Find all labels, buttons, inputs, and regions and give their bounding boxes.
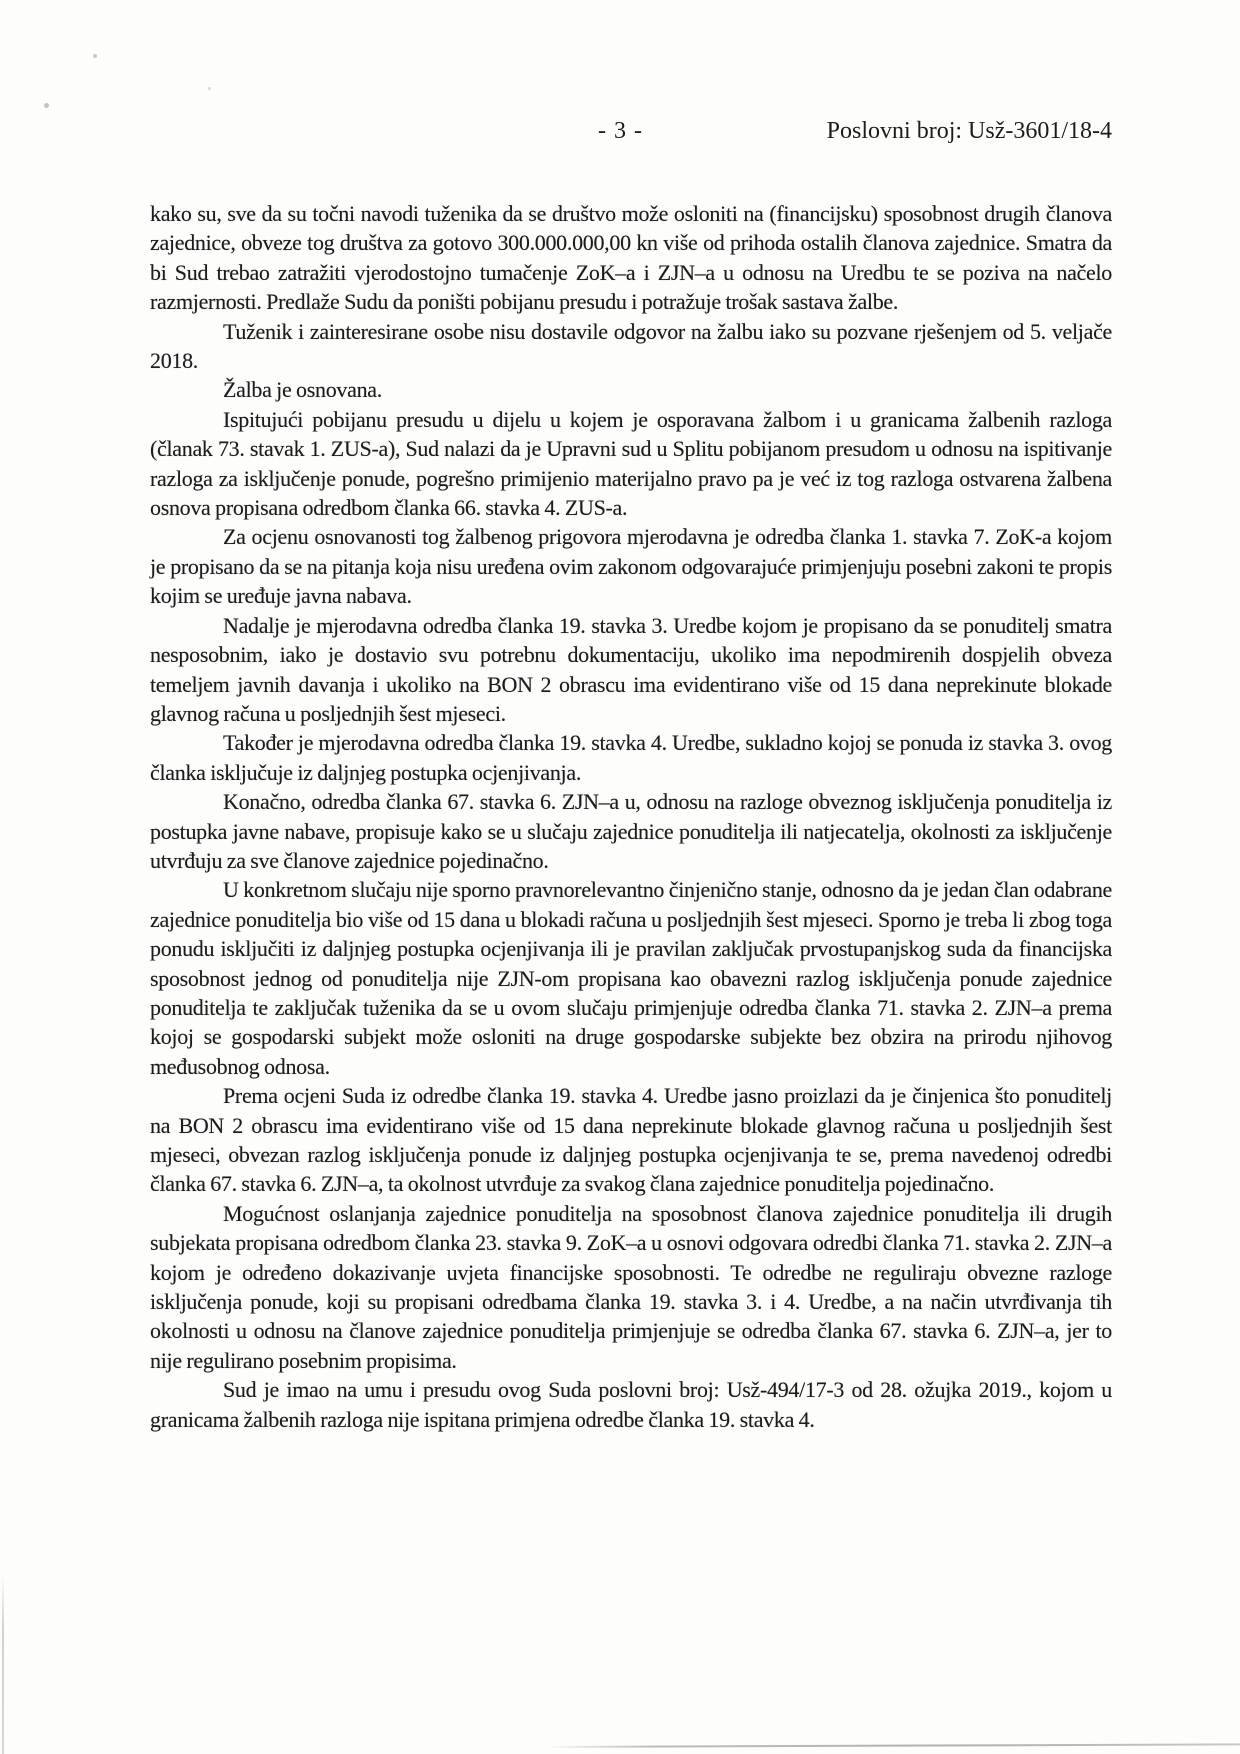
scan-speck [44, 103, 49, 108]
case-number: Poslovni broj: Usž-3601/18-4 [826, 118, 1112, 144]
paragraph: Ispitujući pobijanu presudu u dijelu u kojem je osporavana žalbom i u granicama žalbenih razloga (članak 73. stavak 1. ZUS-a), Sud nalazi da je Upravni sud u Splitu pobijanom presudom u odnosu na ispitivanje razloga za isključenje ponude, pogrešno primijenio materijalno pravo pa je već iz tog razloga ostvarena žalbena osnova propisana odredbom članka 66. stavka 4. ZUS-a. [150, 406, 1112, 521]
paragraph: Konačno, odredba članka 67. stavka 6. ZJN–a u, odnosu na razloge obveznog isključenja ponuditelja iz postupka javne nabave, propisuje kako se u slučaju zajednice ponuditelja ili natjecatelja, okolnosti za isključenje utvrđuju za sve članove zajednice pojedinačno. [150, 789, 1112, 873]
paragraph: Za ocjenu osnovanosti tog žalbenog prigovora mjerodavna je odredba članka 1. stavka 7. ZoK-a kojom je propisano da se na pitanja koja nisu uređena ovim zakonom odgovarajuće primjenjuju posebni zakoni te propis kojim se uređuje javna nabava. [150, 524, 1112, 609]
scan-speck [93, 54, 97, 58]
paragraph: Tuženik i zainteresirane osobe nisu dostavile odgovor na žalbu iako su pozvane rješenjem od 5. veljače 2018. [150, 318, 1112, 374]
page-number: - 3 - [598, 118, 643, 144]
paragraph: Sud je imao na umu i presudu ovog Suda poslovni broj: Usž-494/17-3 od 28. ožujka 2019., kojom u granicama žalbenih razloga nije ispitana primjena odredbe članka 19. stavka 4. [150, 1377, 1112, 1432]
paragraph: Prema ocjeni Suda iz odredbe članka 19. stavka 4. Uredbe jasno proizlazi da je činjenica što ponuditelj na BON 2 obrascu ima evidentirano više od 15 dana neprekinute blokade glavnog računa u posljednjih šest mjeseci, obvezan razlog isključenja ponude iz daljnjeg postupka ocjenjivanja te se, prema navedenoj odredbi članka 67. stavka 6. ZJN–a, ta okolnost utvrđuje za svakog člana zajednice ponuditelja pojedinačno. [150, 1083, 1112, 1197]
paragraph: U konkretnom slučaju nije sporno pravnorelevantno činjenično stanje, odnosno da je jedan član odabrane zajednice ponuditelja bio više od 15 dana u blokadi računa u posljednjih šest mjeseci. Sporno je treba li zbog toga ponudu isključiti iz daljnjeg postupka ocjenjivanja ili je pravilan zaključak prvostupanjskog suda da financijska sposobnost jednog od ponuditelja nije ZJN-om propisana kao obavezni razlog isključenja ponude zajednice ponuditelja te zaključak tuženika da se u ovom slučaju primjenjuje odredba članka 71. stavka 2. ZJN–a prema kojoj se gospodarski subjekt može osloniti na druge gospodarske subjekte bez obzira na prirodu njihovog međusobnog odnosa. [150, 877, 1112, 1079]
page-header [150, 118, 1112, 150]
paragraph: Mogućnost oslanjanja zajednice ponuditelja na sposobnost članova zajednice ponuditelja ili drugih subjekata propisana odredbom članka 23. stavka 9. ZoK–a u osnovi odgovara odredbi članka 71. stavka 2. ZJN–a kojom je određeno dokazivanje uvjeta financijske sposobnosti. Te odredbe ne reguliraju obvezne razloge isključenja ponude, koji su propisani odredbama članka 19. stavka 3. i 4. Uredbe, a na način utvrđivanja tih okolnosti u odnosu na članove zajednice ponuditelja primjenjuje se odredba članka 67. stavka 6. ZJN–a, jer to nije regulirano posebnim propisima. [150, 1200, 1112, 1373]
paragraph: Nadalje je mjerodavna odredba članka 19. stavka 3. Uredbe kojom je propisano da se ponuditelj smatra nesposobnim, iako je dostavio svu potrebnu dokumentaciju, ukoliko ima nepodmirenih dospjelih obveza temeljem javnih davanja i ukoliko na BON 2 obrascu ima evidentirano više od 15 dana neprekinute blokade glavnog računa u posljednjih šest mjeseci. [150, 612, 1112, 726]
scan-edge-line [545, 1743, 1240, 1748]
paragraph: Također je mjerodavna odredba članka 19. stavka 4. Uredbe, sukladno kojoj se ponuda iz stavka 3. ovog članka isključuje iz daljnjeg postupka ocjenjivanja. [150, 730, 1112, 785]
paragraph: Žalba je osnovana. [223, 377, 382, 403]
paragraph: kako su, sve da su točni navodi tuženika da se društvo može osloniti na (financijsku) sposobnost drugih članova zajednice, obveze tog društva za gotovo 300.000.000,00 kn više od prihoda ostalih članova zajednice. Smatra da bi Sud trebao zatražiti vjerodostojno tumačenje ZoK–a i ZJN–a u odnosu na Uredbu te se poziva na načelo razmjernosti. Predlaže Sudu da poništi pobijanu presudu i potražuje trošak sastava žalbe. [150, 201, 1112, 315]
document-body [150, 199, 1112, 1434]
scan-speck [208, 87, 211, 90]
scan-edge-line [2, 1575, 4, 1754]
